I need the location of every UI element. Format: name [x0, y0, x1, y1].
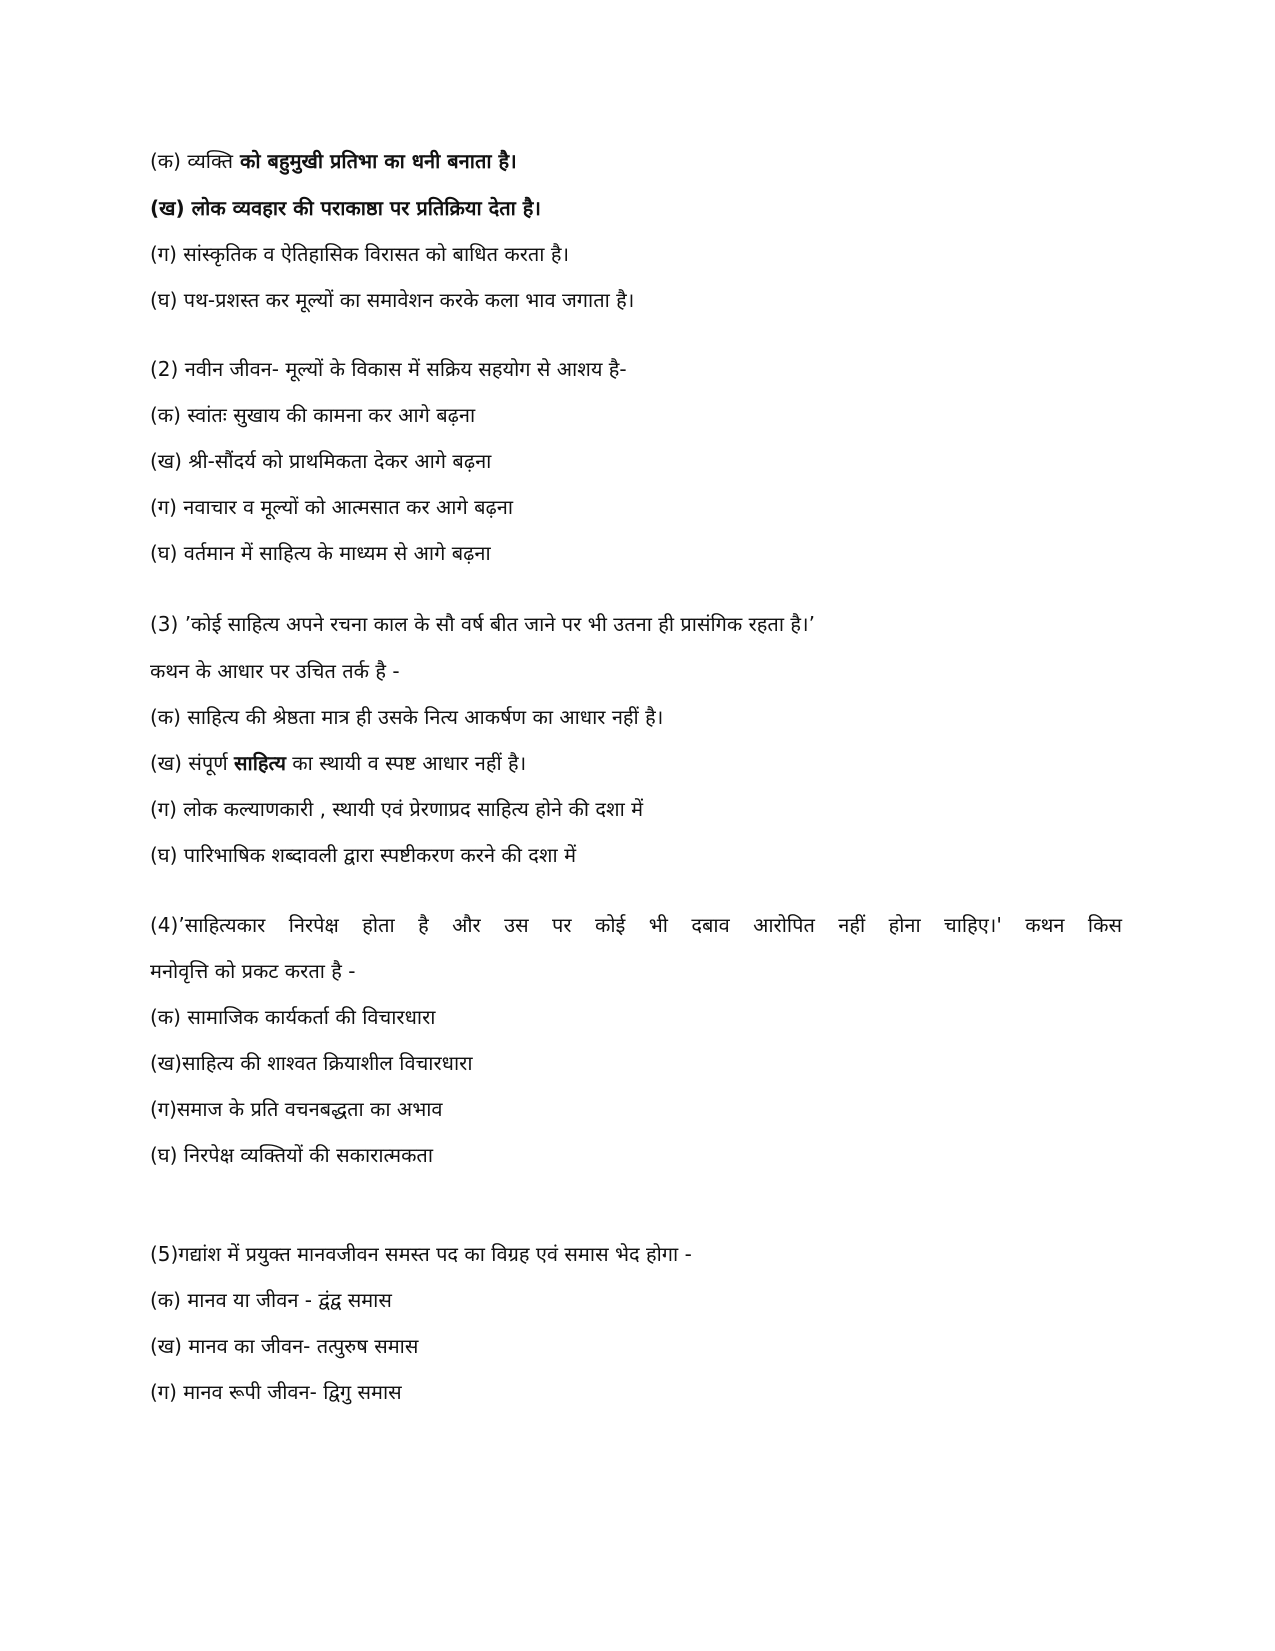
q2-option-gha: (घ) वर्तमान में साहित्य के माध्यम से आगे बढ़ना — [150, 541, 491, 565]
q5-option-kha: (ख) मानव का जीवन- तत्पुरुष समास — [150, 1334, 419, 1358]
q3-option-kha-bold: साहित्य — [234, 751, 286, 775]
q4-question: (4)’साहित्यकार निरपेक्ष होता है और उस पर कोई भी दबाव आरोपित नहीं होना चाहिए।' कथन किस — [150, 913, 1122, 937]
q3-option-kha — [150, 748, 526, 778]
q4-option-gha: (घ) निरपेक्ष व्यक्तियों की सकारात्मकता — [150, 1143, 434, 1167]
q3-option-gha: (घ) पारिभाषिक शब्दावली द्वारा स्पष्टीकरण करने की दशा में — [150, 843, 577, 867]
q5-question: (5)गद्यांश में प्रयुक्त मानवजीवन समस्त पद का विग्रह एवं समास भेद होगा - — [150, 1242, 692, 1266]
q3-option-ka: (क) साहित्य की श्रेष्ठता मात्र ही उसके नित्य आकर्षण का आधार नहीं है। — [150, 705, 664, 729]
q5-option-ga: (ग) मानव रूपी जीवन- द्विगु समास — [150, 1380, 402, 1404]
q4-question-cont: मनोवृत्ति को प्रकट करता है - — [150, 959, 356, 983]
q1-option-gha: (घ) पथ-प्रशस्त कर मूल्यों का समावेशन करके कला भाव जगाता है। — [150, 288, 635, 312]
q1-option-ka-bold: को बहुमुखी प्रतिभा का धनी बनाता है। — [233, 149, 517, 173]
q2-option-ga: (ग) नवाचार व मूल्यों को आत्मसात कर आगे बढ़ना — [150, 495, 514, 519]
q3-option-kha-suffix: का स्थायी व स्पष्ट आधार नहीं है। — [285, 751, 527, 775]
q4-option-ga: (ग)समाज के प्रति वचनबद्धता का अभाव — [150, 1097, 443, 1121]
q2-option-kha: (ख) श्री-सौंदर्य को प्राथमिकता देकर आगे बढ़ना — [150, 449, 492, 473]
q3-question: (3) ’कोई साहित्य अपने रचना काल के सौ वर्ष बीत जाने पर भी उतना ही प्रासंगिक रहता है।’ — [150, 612, 815, 636]
q3-option-ga: (ग) लोक कल्याणकारी , स्थायी एवं प्रेरणाप्रद साहित्य होने की दशा में — [150, 797, 644, 821]
q1-option-ka-prefix: (क) व्यक्ति — [150, 149, 234, 173]
q2-option-ka: (क) स्वांतः सुखाय की कामना कर आगे बढ़ना — [150, 403, 476, 427]
q2-question: (2) नवीन जीवन- मूल्यों के विकास में सक्रिय सहयोग से आशय है- — [150, 357, 627, 381]
q4-option-kha: (ख)साहित्य की शाश्वत क्रियाशील विचारधारा — [150, 1051, 473, 1075]
q1-option-kha: (ख) लोक व्यवहार की पराकाष्ठा पर प्रतिक्रिया देता है। — [150, 196, 541, 220]
q1-option-ga: (ग) सांस्कृतिक व ऐतिहासिक विरासत को बाधित करता है। — [150, 242, 570, 266]
q3-option-kha-prefix: (ख) संपूर्ण — [150, 751, 235, 775]
q1-option-ka — [150, 146, 517, 176]
q4-option-ka: (क) सामाजिक कार्यकर्ता की विचारधारा — [150, 1005, 436, 1029]
q3-question-cont: कथन के आधार पर उचित तर्क है - — [150, 659, 400, 683]
q5-option-ka: (क) मानव या जीवन - द्वंद्व समास — [150, 1288, 392, 1312]
